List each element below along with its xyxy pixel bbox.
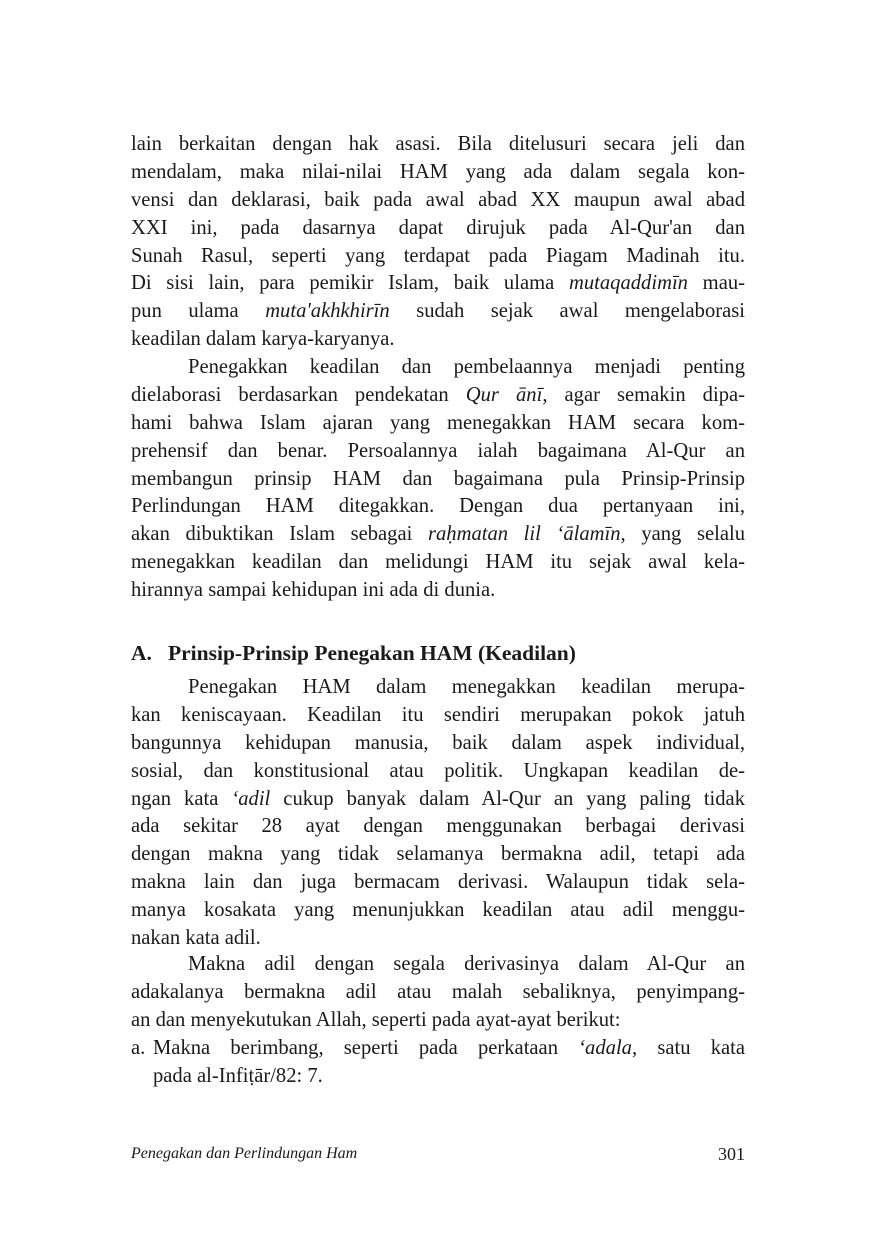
- text-segment: Makna berimbang, seperti pada perkataan: [153, 1037, 579, 1059]
- text-line: [131, 674, 745, 702]
- text-line: [131, 298, 745, 326]
- text-line: [131, 493, 745, 521]
- text-segment: hami bahwa Islam ajaran yang menegakkan HAM secara kom-: [131, 411, 745, 434]
- text-segment: Makna adil dengan segala derivasinya dalam Al-Qur an: [188, 953, 745, 975]
- text-segment: pada al-Infiṭār/82: 7.: [153, 1064, 323, 1087]
- text-line: [131, 466, 745, 494]
- section-number: A.: [131, 641, 152, 665]
- text-segment: sosial, dan konstitusional atau politik. Ungkapan keadilan de-: [131, 759, 745, 782]
- italic-term: mutaqaddimīn: [568, 272, 688, 295]
- section-heading: [131, 638, 576, 668]
- text-segment: Di sisi lain, para pemikir Islam, baik ulama: [131, 272, 569, 295]
- text-segment: vensi dan deklarasi, baik pada awal abad XX maupun awal abad: [131, 188, 745, 211]
- text-segment: , satu kata: [631, 1037, 746, 1059]
- text-segment: Penegakkan keadilan dan pembelaannya menjadi penting: [188, 356, 745, 378]
- running-footer-title: Penegakan dan Perlindungan Ham: [131, 1145, 358, 1162]
- text-line: [153, 1063, 745, 1091]
- text-segment: lain berkaitan dengan hak asasi. Bila ditelusuri secara jeli dan: [131, 133, 745, 155]
- text-line: [131, 758, 745, 786]
- text-line: [131, 270, 745, 298]
- text-segment: , yang selalu: [620, 523, 746, 546]
- text-segment: prehensif dan benar. Persoalannya ialah bagaimana Al-Qur an: [131, 439, 745, 462]
- list-item-label: a.: [131, 1037, 146, 1059]
- text-segment: Penegakan HAM dalam menegakkan keadilan merupa-: [188, 676, 745, 698]
- text-segment: XXI ini, pada dasarnya dapat dirujuk pada Al-Qur'an dan: [131, 216, 745, 239]
- paragraph-3: [131, 674, 745, 953]
- text-segment: adakalanya bermakna adil atau malah sebaliknya, penyimpang-: [131, 980, 745, 1003]
- page-footer: [131, 1145, 745, 1169]
- italic-term: raḥmatan lil ʻālamīn: [427, 523, 621, 546]
- italic-term: muta'akhkhirīn: [265, 300, 390, 323]
- text-line: [131, 243, 745, 271]
- text-segment: menegakkan keadilan dan melidungi HAM itu sejak awal kela-: [131, 551, 745, 574]
- text-segment: dengan makna yang tidak selamanya bermakna adil, tetapi ada: [131, 843, 745, 866]
- paragraph-4: [131, 951, 745, 1035]
- text-segment: bangunnya kehidupan manusia, baik dalam aspek individual,: [131, 731, 745, 754]
- text-line: [131, 382, 745, 410]
- italic-term: ʻadala: [578, 1037, 632, 1059]
- text-segment: hirannya sampai kehidupan ini ada di dunia.: [131, 579, 496, 602]
- list-item-body: [153, 1035, 745, 1091]
- text-segment: manya kosakata yang menunjukkan keadilan atau adil menggu-: [131, 899, 745, 922]
- text-segment: mendalam, maka nilai-nilai HAM yang ada dalam segala kon-: [131, 160, 745, 183]
- text-segment: membangun prinsip HAM dan bagaimana pula Prinsip-Prinsip: [131, 467, 745, 490]
- text-segment: kan keniscayaan. Keadilan itu sendiri merupakan pokok jatuh: [131, 703, 745, 726]
- text-segment: mau-: [687, 272, 745, 295]
- section-title: Prinsip-Prinsip Penegakan HAM (Keadilan): [168, 641, 576, 665]
- text-line: [131, 730, 745, 758]
- text-segment: akan dibuktikan Islam sebagai: [131, 523, 428, 546]
- text-segment: Perlindungan HAM ditegakkan. Dengan dua pertanyaan ini,: [131, 495, 745, 518]
- text-segment: Sunah Rasul, seperti yang terdapat pada Piagam Madinah itu.: [131, 244, 745, 267]
- text-line: [131, 159, 745, 187]
- text-segment: sudah sejak awal mengelaborasi: [389, 300, 745, 323]
- text-line: [131, 577, 745, 605]
- text-line: [131, 925, 745, 953]
- text-line: [131, 187, 745, 215]
- text-segment: , agar semakin dipa-: [542, 383, 745, 406]
- text-line: [131, 702, 745, 730]
- paragraph-1: [131, 131, 745, 354]
- italic-term: Qur ānī: [465, 383, 543, 406]
- text-line: [131, 786, 745, 814]
- text-line: [131, 410, 745, 438]
- text-segment: dielaborasi berdasarkan pendekatan: [131, 383, 466, 406]
- text-line: [131, 215, 745, 243]
- italic-term: ʻadil: [231, 787, 271, 810]
- text-segment: cukup banyak dalam Al-Qur an yang paling tidak: [270, 787, 745, 810]
- text-segment: an dan menyekutukan Allah, seperti pada ayat-ayat berikut:: [131, 1008, 621, 1031]
- page-number: 301: [718, 1144, 745, 1164]
- text-line: [131, 438, 745, 466]
- text-line: [153, 1035, 745, 1063]
- text-line: [131, 951, 745, 979]
- text-line: [131, 549, 745, 577]
- text-segment: nakan kata adil.: [131, 927, 261, 950]
- list-item: [131, 1035, 745, 1091]
- text-line: [131, 813, 745, 841]
- text-line: [131, 1007, 745, 1035]
- text-segment: keadilan dalam karya-karyanya.: [131, 328, 395, 351]
- text-line: [131, 354, 745, 382]
- text-segment: ada sekitar 28 ayat dengan menggunakan berbagai derivasi: [131, 815, 745, 838]
- text-line: [131, 521, 745, 549]
- text-line: [131, 897, 745, 925]
- text-line: [131, 869, 745, 897]
- text-line: [131, 841, 745, 869]
- text-line: [131, 326, 745, 354]
- paragraph-2: [131, 354, 745, 605]
- text-line: [131, 979, 745, 1007]
- text-line: [131, 131, 745, 159]
- text-segment: ngan kata: [131, 787, 232, 810]
- text-segment: makna lain dan juga bermacam derivasi. Walaupun tidak sela-: [131, 871, 745, 894]
- text-segment: pun ulama: [131, 300, 266, 323]
